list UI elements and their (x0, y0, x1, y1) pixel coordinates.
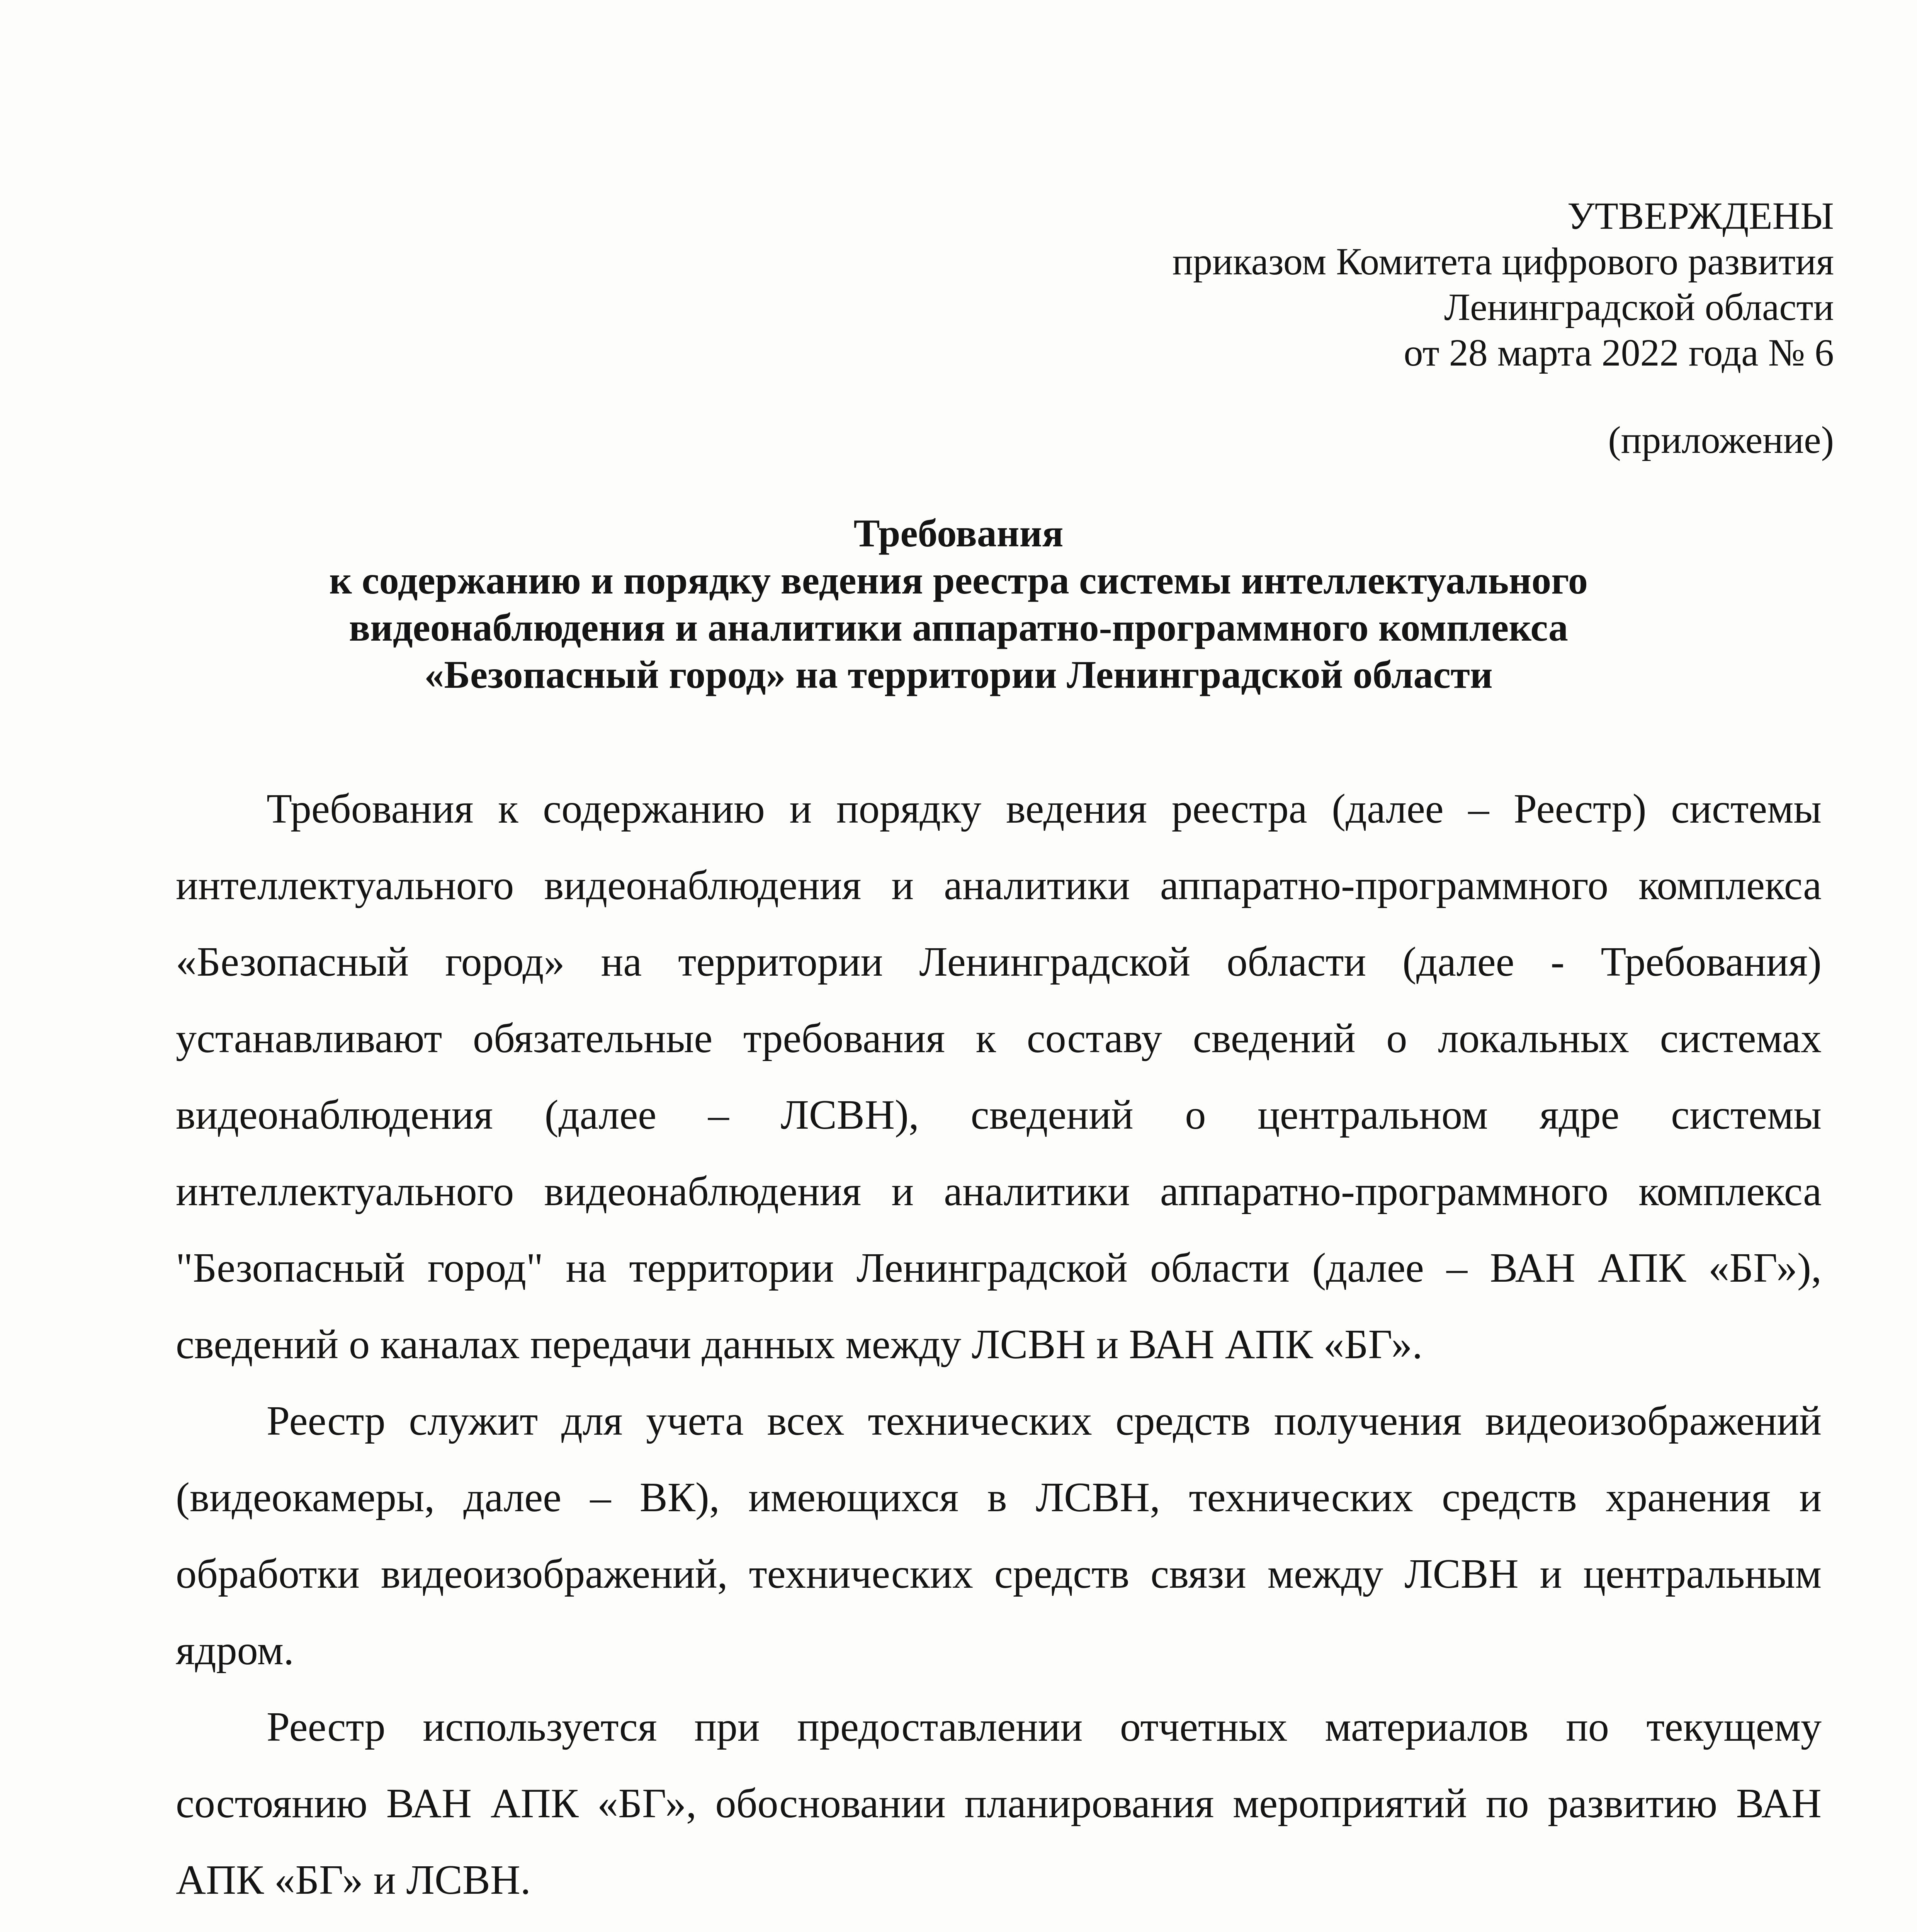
document-title (0, 510, 1917, 699)
paragraph-registry-usage: Реестр используется при предоставлении отчетных материалов по текущему состоянию ВАН АПК «БГ», обосновании планирования мероприятий по развитию ВАН АПК «БГ» и ЛСВН. (176, 1704, 1822, 1903)
appendix-note: (приложение) (1608, 418, 1834, 461)
title-line-2: к содержанию и порядку ведения реестра системы интеллектуального (329, 559, 1588, 602)
approval-order: приказом Комитета цифрового развития (1172, 240, 1834, 283)
paragraph-exclusion (176, 1918, 1822, 1932)
document-body (176, 771, 1822, 1932)
approval-stamp (1173, 193, 1834, 376)
title-line-4: «Безопасный город» на территории Ленинградской области (424, 653, 1493, 697)
approval-region: Ленинградской области (1444, 286, 1834, 328)
approval-date: от 28 марта 2022 года № 6 (1404, 331, 1834, 374)
paragraph-registry-purpose: Реестр служит для учета всех технических средств получения видеоизображений (видеокамеры, далее – ВК), имеющихся в ЛСВН, технических средств хранения и обработки видеоизображений, технических средств связи между ЛСВН и центральным ядром. (176, 1398, 1822, 1673)
title-line-3: видеонаблюдения и аналитики аппаратно-программного комплекса (349, 606, 1568, 650)
approval-heading: УТВЕРЖДЕНЫ (1567, 194, 1834, 237)
paragraph-intro: Требования к содержанию и порядку ведения реестра (далее – Реестр) системы интеллектуального видеонаблюдения и аналитики аппаратно-программного комплекса «Безопасный город» на территории Ленинградской области (далее - Требования) устанавливают обязательные требования к составу сведений о локальных системах видеонаблюдения (далее – ЛСВН), сведений о центральном ядре системы интеллектуального видеонаблюдения и аналитики аппаратно-программного комплекса "Безопасный город" на территории Ленинградской области (далее – ВАН АПК «БГ»), сведений о каналах передачи данных между ЛСВН и ВАН АПК «БГ». (176, 786, 1822, 1367)
title-line-1: Требования (853, 512, 1064, 555)
